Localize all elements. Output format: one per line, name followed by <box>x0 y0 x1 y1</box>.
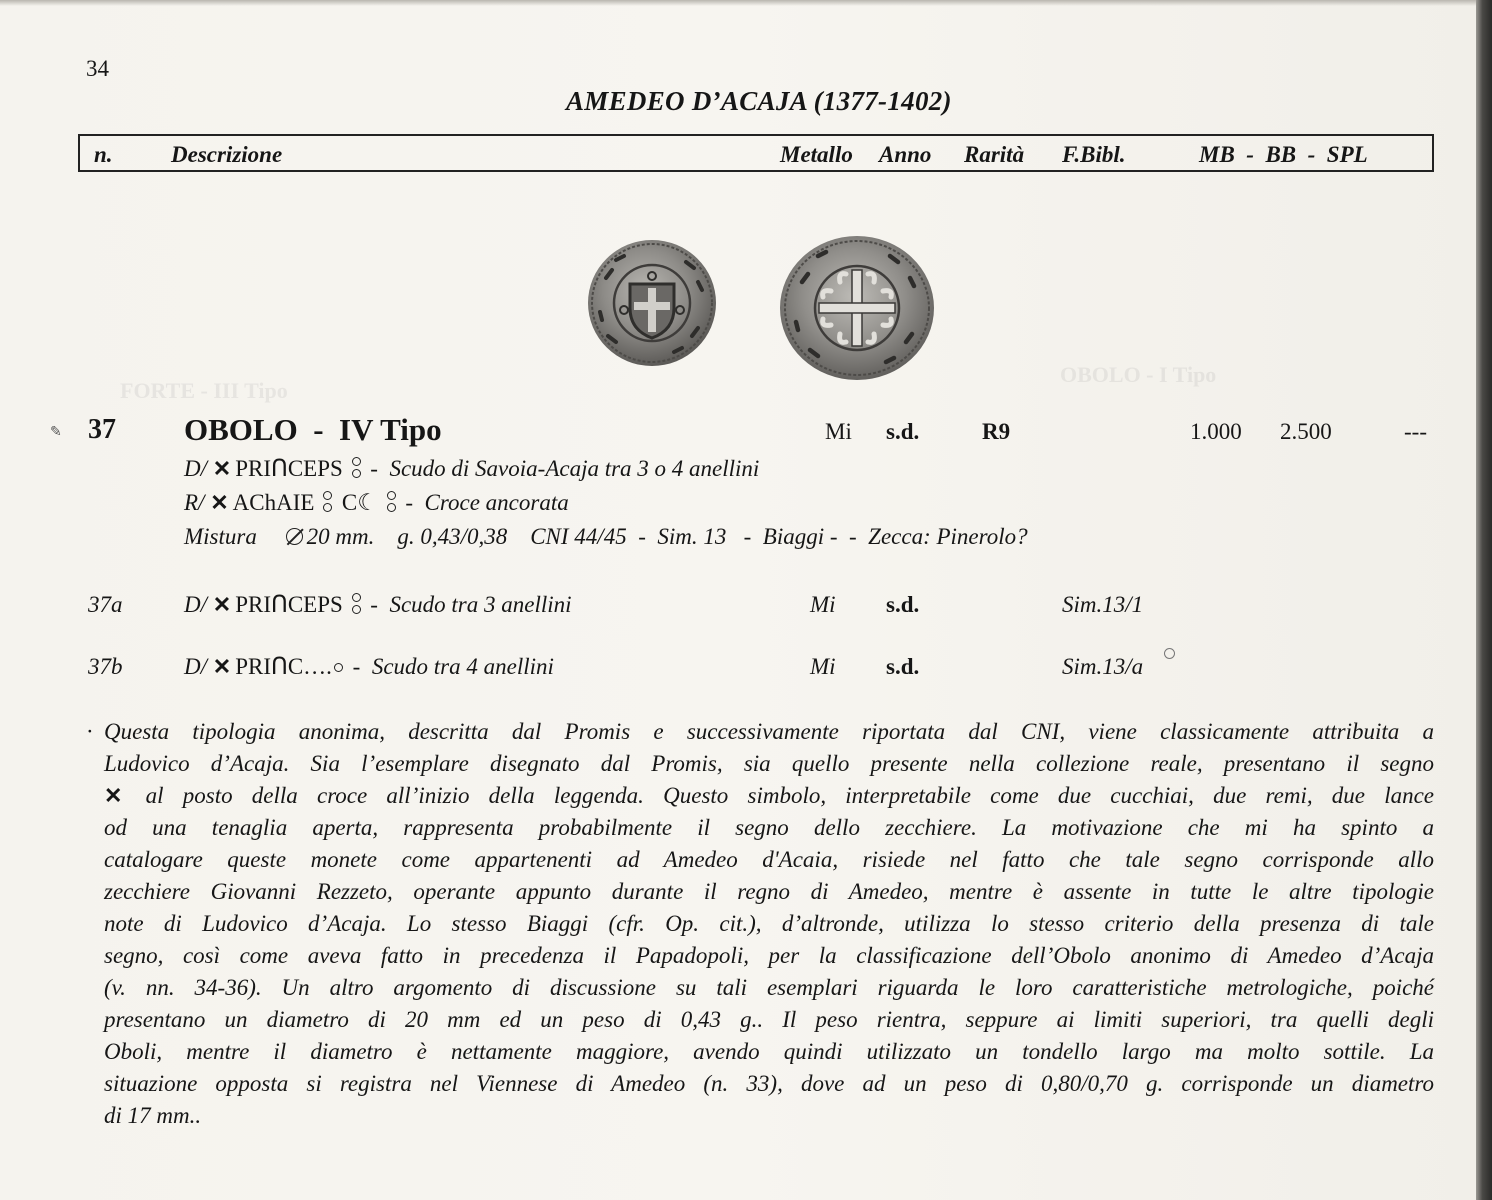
double-ring-icon <box>352 457 362 479</box>
entry-price-bb: 1.000 <box>1190 419 1242 444</box>
specs-diameter: 20 mm. <box>306 524 375 549</box>
specs-refs: CNI 44/45 - Sim. 13 - Biaggi - - Zecca: Pinerolo? <box>530 524 1028 549</box>
column-descrizione: Descrizione <box>171 142 283 167</box>
page-top-shadow <box>0 0 1492 6</box>
paragraph-line: situazione opposta si registra nel Viennese di Amedeo (n. 33), dove ad un peso di 0,80/0,70 g. corrisponde un diametro <box>104 1071 1434 1096</box>
entry-year: s.d. <box>886 419 920 444</box>
obverse-legend: PRIᑎCEPS <box>235 456 343 481</box>
paragraph-line: segno, così come aveva fatto in precedenza il Papadopoli, per la classificazione dell’Obolo anonimo di Amedeo d’Acaja <box>104 943 1434 968</box>
double-ring-icon <box>323 491 333 513</box>
paragraph-line: (v. nn. 34-36). Un altro argomento di discussione su tali esemplari riguarda le loro caratteristiche metrologiche, poiché <box>104 975 1434 1000</box>
specs-line <box>184 524 1028 550</box>
variant-prefix: D/ <box>184 592 207 617</box>
commentary-paragraph <box>86 716 1435 1132</box>
variant-legend: PRIᑎCEPS <box>235 592 343 617</box>
mintmaster-sign-icon: ✕ <box>104 783 123 808</box>
coin-obverse-shield-icon <box>586 238 718 368</box>
variant-prefix: D/ <box>184 654 207 679</box>
mintmaster-sign-icon: ✕ <box>210 490 229 515</box>
bleed-through-text: OBOLO - I Tipo <box>1060 362 1217 387</box>
entry-metal: Mi <box>825 419 852 444</box>
column-metallo: Metallo <box>780 142 853 167</box>
variant-metal: Mi <box>810 592 836 617</box>
double-ring-icon <box>387 491 397 513</box>
variant-ref: Sim.13/a <box>1062 654 1144 679</box>
reverse-line <box>184 490 569 516</box>
entry-rarity: R9 <box>982 419 1011 444</box>
coin-obverse-image <box>586 238 718 368</box>
obverse-description: - Scudo di Savoia-Acaja tra 3 o 4 anellini <box>370 456 760 481</box>
paragraph-line-with-sign <box>104 780 1434 812</box>
paragraph-line: Oboli, mentre il diametro è nettamente maggiore, avendo quindi utilizzato un tondello largo ma molto sottile. La <box>104 1039 1434 1064</box>
entry-price-spl: 2.500 <box>1280 419 1332 444</box>
entry-title-text: OBOLO - IV Tipo <box>184 412 442 447</box>
paragraph-line: zecchiere Giovanni Rezzeto, operante appunto durante il regno di Amedeo, mentre è assente in tutte le altre tipologie <box>104 879 1434 904</box>
entry-number: 37 <box>88 414 116 445</box>
book-spine-shadow <box>1476 0 1492 1200</box>
margin-mark: ✎ <box>50 425 62 440</box>
variant-metal: Mi <box>810 654 836 679</box>
page-title: AMEDEO D’ACAJA (1377-1402) <box>566 86 952 116</box>
column-n: n. <box>94 142 113 167</box>
reverse-prefix: R/ <box>184 490 205 515</box>
paragraph-line: note di Ludovico d’Acaja. Lo stesso Biaggi (cfr. Op. cit.), d’altronde, utilizza lo stesso criterio della presenza di tale <box>104 911 1434 936</box>
diameter-icon <box>286 528 303 545</box>
column-grades: MB - BB - SPL <box>1199 142 1368 167</box>
reverse-description: - Croce ancorata <box>405 490 569 515</box>
coin-reverse-cross-icon <box>778 234 936 382</box>
column-fbibl: F.Bibl. <box>1062 142 1126 167</box>
variant-desc: - Scudo tra 3 anellini <box>370 592 572 617</box>
paragraph-line-text: al posto della croce all’inizio della leggenda. Questo simbolo, interpretabile come due cucchiai, due remi, due lance <box>145 783 1435 808</box>
column-anno: Anno <box>879 142 932 167</box>
coin-reverse-image <box>778 234 936 382</box>
single-ring-icon <box>334 663 343 672</box>
paragraph-line: catalogare queste monete come appartenenti ad Amedeo d'Acaia, risiede nel fatto che tale segno corrisponde allo <box>104 847 1434 872</box>
variant-number: 37a <box>88 592 123 617</box>
paragraph-line: Questa tipologia anonima, descritta dal Promis e successivamente riportata dal CNI, viene classicamente attribuita a <box>104 719 1434 744</box>
double-ring-icon <box>352 593 362 615</box>
reverse-legend-2: C☾ <box>341 490 378 515</box>
variant-year: s.d. <box>886 592 920 617</box>
paragraph-line: di 17 mm.. <box>104 1103 202 1128</box>
mintmaster-sign-icon: ✕ <box>212 654 232 679</box>
paragraph-bullet: · <box>86 719 94 744</box>
mintmaster-sign-icon: ✕ <box>212 456 232 481</box>
small-ring-mark <box>1164 648 1175 659</box>
variant-desc: - Scudo tra 4 anellini <box>352 654 554 679</box>
obverse-prefix: D/ <box>184 456 207 481</box>
reverse-legend: AChAIE <box>232 490 315 515</box>
variant-number: 37b <box>88 654 123 679</box>
variant-ref: Sim.13/1 <box>1062 592 1144 617</box>
variant-legend: PRIᑎC…. <box>235 654 332 679</box>
column-rarita: Rarità <box>964 142 1025 167</box>
mintmaster-sign-icon: ✕ <box>212 592 232 617</box>
variant-description <box>184 654 554 680</box>
entry-title <box>184 412 442 448</box>
paragraph-line: od una tenaglia aperta, rappresenta probabilmente il segno dello zecchiere. La motivazione che mi ha spinto a <box>104 815 1434 840</box>
page-number: 34 <box>86 56 109 81</box>
specs-weight: g. 0,43/0,38 <box>397 524 508 549</box>
obverse-line <box>184 456 759 482</box>
paragraph-line: presentano un diametro di 20 mm ed un peso di 0,43 g.. Il peso rientra, seppure ai limiti superiori, tra quelli degli <box>104 1007 1434 1032</box>
variant-year: s.d. <box>886 654 920 679</box>
entry-price-mb: --- <box>1404 419 1427 444</box>
paragraph-line: Ludovico d’Acaja. Sia l’esemplare disegnato dal Promis, sia quello presente nella collezione reale, presentano il segno <box>104 751 1434 776</box>
specs-material: Mistura <box>184 524 257 549</box>
variant-description <box>184 592 572 618</box>
bleed-through-text: FORTE - III Tipo <box>120 378 288 403</box>
